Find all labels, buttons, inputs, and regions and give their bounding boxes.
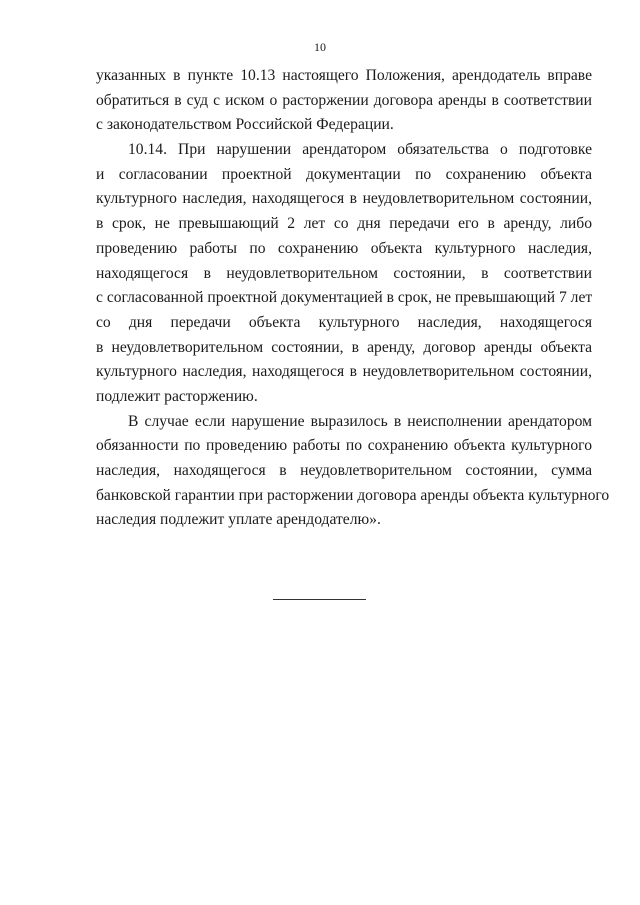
text-line: указанных в пункте 10.13 настоящего Положения, арендодатель вправе [96,67,592,84]
page-number: 10 [314,40,326,54]
text-line: обратиться в суд с иском о расторжении договора аренды в соответствии [96,91,592,109]
paragraph-10-14 [96,138,592,410]
paragraph-continuation [96,64,592,138]
text-line: со дня передачи объекта культурного наследия, находящегося [96,313,592,331]
text-line: в неудовлетворительном состоянии, в аренду, договор аренды объекта [96,338,592,356]
text-line: в срок, не превышающий 2 лет со дня передачи его в аренду, либо [96,215,592,233]
text-line: банковской гарантии при расторжении договора аренды объекта культурного [96,486,610,504]
text-line: проведению работы по сохранению объекта культурного наследия, [96,239,592,257]
closing-divider [273,599,366,600]
text-line: наследия подлежит уплате арендодателю». [96,511,381,529]
text-line: В случае если нарушение выразилось в неисполнении арендатором [128,412,592,430]
text-line: подлежит расторжению. [96,387,258,405]
text-line: наследия, находящегося в неудовлетворительном состоянии, сумма [96,462,592,479]
text-line: культурного наследия, находящегося в неудовлетворительном состоянии, [96,190,592,208]
text-line: с законодательством Российской Федерации. [96,116,394,134]
paragraph-violation-case [96,410,610,533]
text-line: с согласованной проектной документацией в срок, не превышающий 7 лет [96,289,593,307]
text-line: 10.14. При нарушении арендатором обязательства о подготовке [128,141,592,159]
text-line: и согласовании проектной документации по сохранению объекта [96,165,592,183]
text-line: культурного наследия, находящегося в неудовлетворительном состоянии, [96,363,592,381]
text-line: находящегося в неудовлетворительном состоянии, в соответствии [96,264,592,282]
document-body [96,64,610,533]
text-line: обязанности по проведению работы по сохранению объекта культурного [96,437,592,455]
